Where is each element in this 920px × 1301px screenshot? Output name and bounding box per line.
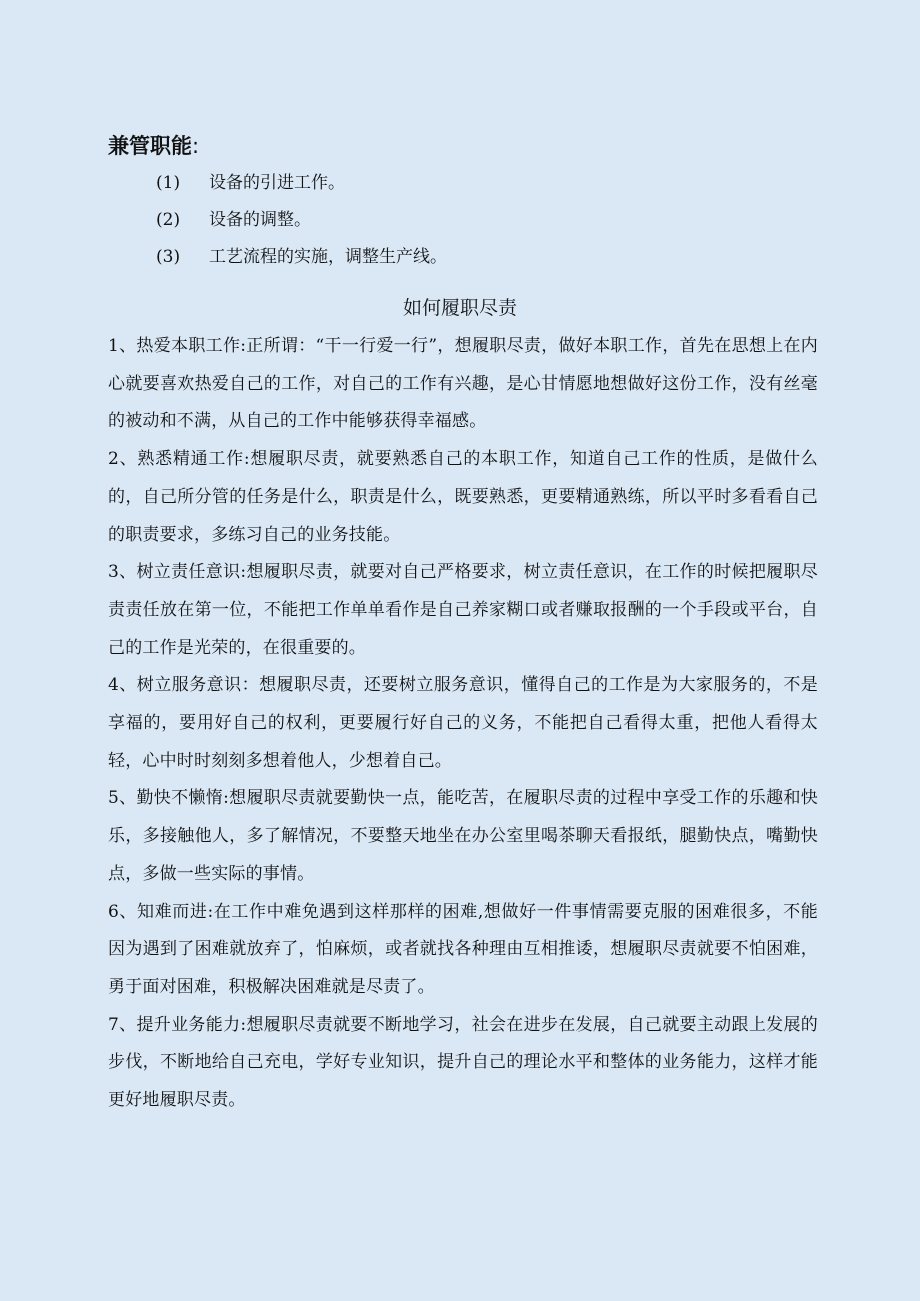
- paragraph: 7、提升业务能力:想履职尽责就要不断地学习，社会在进步在发展，自己就要主动跟上发展的步伐，不断地给自己充电，学好专业知识，提升自己的理论水平和整体的业务能力，这样才能更好地履职尽责。: [108, 1014, 818, 1111]
- section-heading-colon: :: [192, 134, 200, 158]
- paragraph: 3、树立责任意识:想履职尽责，就要对自己严格要求，树立责任意识，在工作的时候把履职尽责责任放在第一位，不能把工作单单看作是自己养家糊口或者赚取报酬的一个手段或平台，自己的工作是光荣的，在很重要的。: [108, 562, 818, 658]
- duties-list: [156, 168, 447, 279]
- paragraph: 1、热爱本职工作:正所谓：“干一行爱一行”，想履职尽责，做好本职工作，首先在思想上在内心就要喜欢热爱自己的工作，对自己的工作有兴趣，是心甘情愿地想做好这份工作，没有丝毫的被动和不满，从自己的工作中能够获得幸福感。: [108, 336, 818, 432]
- list-item-number: (3): [156, 247, 181, 267]
- paragraph: 5、勤快不懒惰:想履职尽责就要勤快一点，能吃苦，在履职尽责的过程中享受工作的乐趣和快乐，多接触他人，多了解情况，不要整天地坐在办公室里喝茶聊天看报纸，腿勤快点，嘴勤快点，多做一些实际的事情。: [108, 788, 818, 884]
- paragraph: 6、知难而进:在工作中难免遇到这样那样的困难,想做好一件事情需要克服的困难很多，不能因为遇到了困难就放弃了，怕麻烦，或者就找各种理由互相推诿，想履职尽责就要不怕困难，勇于面对困难，积极解决困难就是尽责了。: [108, 901, 818, 997]
- paragraph: 2、熟悉精通工作:想履职尽责，就要熟悉自己的本职工作，知道自己工作的性质，是做什么的，自己所分管的任务是什么，职责是什么，既要熟悉，更要精通熟练，所以平时多看看自己的职责要求，多练习自己的业务技能。: [108, 449, 818, 545]
- document-body: [108, 328, 818, 1120]
- list-item-text: 设备的引进工作。: [209, 173, 345, 193]
- list-item: [156, 242, 447, 279]
- paragraph: 4、树立服务意识：想履职尽责，还要树立服务意识，懂得自己的工作是为大家服务的，不是享福的，要用好自己的权利，更要履行好自己的义务，不能把自己看得太重，把他人看得太轻，心中时时刻刻多想着他人，少想着自己。: [108, 675, 818, 771]
- list-item: [156, 168, 447, 205]
- list-item: [156, 205, 447, 242]
- section-heading-text: 兼管职能: [108, 134, 192, 158]
- list-item-text: 设备的调整。: [209, 210, 311, 230]
- list-item-number: (1): [156, 173, 181, 193]
- section-heading: [108, 130, 199, 162]
- list-item-number: (2): [156, 210, 181, 230]
- list-item-text: 工艺流程的实施，调整生产线。: [209, 247, 447, 267]
- document-title: 如何履职尽责: [402, 297, 517, 319]
